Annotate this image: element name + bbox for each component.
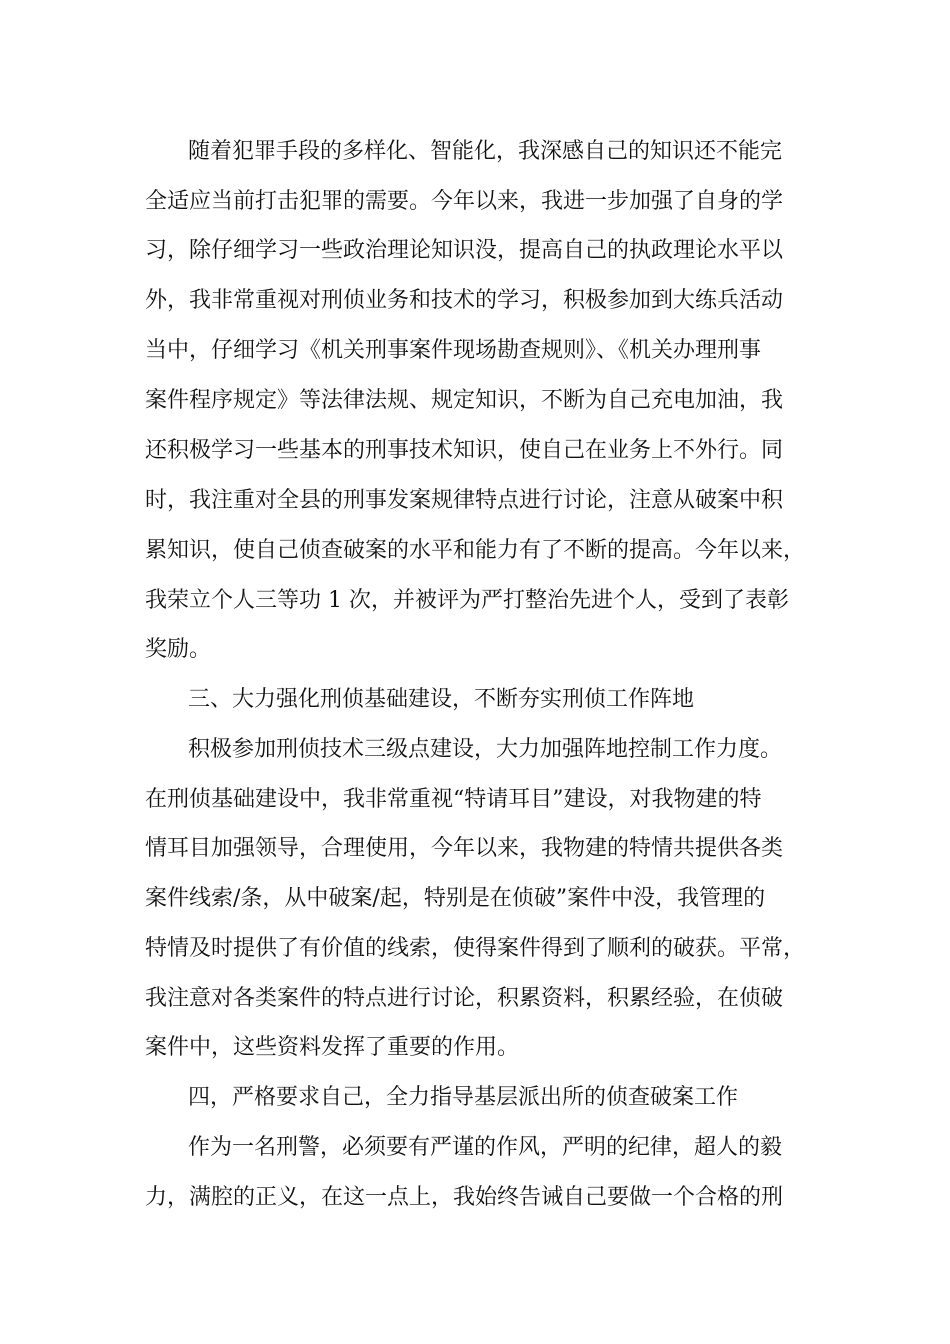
text-line: 奖励。 <box>145 637 212 662</box>
text-line: 习，除仔细学习一些政治理论知识没，提高自己的执政理论水平以 <box>145 238 784 263</box>
text-line: 力，满腔的正义，在这一点上，我始终告诫自己要做一个合格的刑 <box>145 1185 784 1210</box>
text-line: 累知识，使自己侦查破案的水平和能力有了不断的提高。今年以来， <box>145 538 806 563</box>
text-line: 特情及时提供了有价值的线索，使得案件得到了顺利的破获。平常， <box>145 936 806 961</box>
text-line: 外，我非常重视对刑侦业务和技术的学习，积极参加到大练兵活动 <box>145 288 784 313</box>
text-line: 案件程序规定》等法律法规、规定知识，不断为自己充电加油，我 <box>145 388 784 413</box>
text-line: 案件线索/条，从中破案/起，特别是在侦破”案件中没，我管理的 <box>145 886 766 911</box>
text-line: 还积极学习一些基本的刑事技术知识，使自己在业务上不外行。同 <box>145 438 784 463</box>
text-line: 我注意对各类案件的特点进行讨论，积累资料，积累经验，在侦破 <box>145 986 784 1011</box>
text-line: 时，我注重对全县的刑事发案规律特点进行讨论，注意从破案中积 <box>145 488 784 513</box>
text-line: 情耳目加强领导，合理使用，今年以来，我物建的特情共提供各类 <box>145 836 784 861</box>
section-heading: 四，严格要求自己，全力指导基层派出所的侦查破案工作 <box>188 1085 739 1110</box>
text-line: 在刑侦基础建设中，我非常重视“特请耳目”建设，对我物建的特 <box>145 787 762 812</box>
text-line: 积极参加刑侦技术三级点建设，大力加强阵地控制工作力度。 <box>188 737 783 762</box>
text-line: 我荣立个人三等功 1 次，并被评为严打整治先进个人，受到了表彰 <box>145 588 789 613</box>
text-line: 随着犯罪手段的多样化、智能化，我深感自己的知识还不能完 <box>188 139 783 164</box>
text-line: 作为一名刑警，必须要有严谨的作风，严明的纪律，超人的毅 <box>188 1135 783 1160</box>
text-line: 案件中，这些资料发挥了重要的作用。 <box>145 1035 520 1060</box>
section-heading: 三、大力强化刑侦基础建设，不断夯实刑侦工作阵地 <box>188 687 695 712</box>
text-line: 全适应当前打击犯罪的需要。今年以来，我进一步加强了自身的学 <box>145 189 784 214</box>
text-line: 当中，仔细学习《机关刑事案件现场勘查规则》、《机关办理刑事 <box>145 338 762 363</box>
